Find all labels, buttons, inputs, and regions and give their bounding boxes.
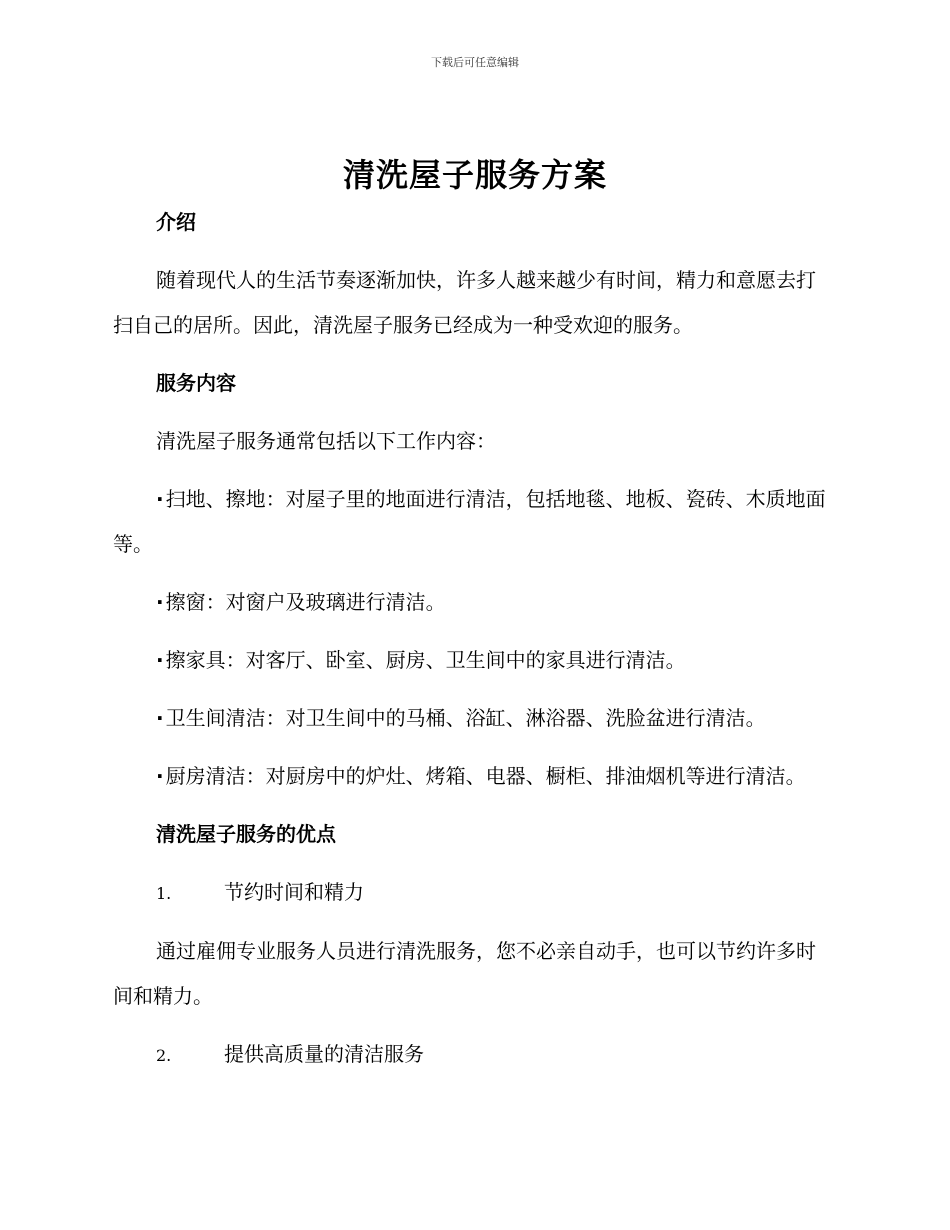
- numbered-item-title: 提供高质量的清洁服务: [224, 1042, 424, 1066]
- bullet-icon: ·: [156, 648, 164, 672]
- item-number: 1.: [156, 884, 172, 903]
- section-heading-intro: 介绍: [156, 210, 196, 234]
- list-item: [113, 638, 833, 683]
- bullet-icon: ·: [156, 764, 164, 788]
- intro-paragraph: 随着现代人的生活节奏逐渐加快，许多人越来越少有时间，精力和意愿去打扫自己的居所。因此，清洗屋子服务已经成为一种受欢迎的服务。: [113, 268, 816, 337]
- content-lead-paragraph: 清洗屋子服务通常包括以下工作内容：: [156, 429, 496, 453]
- list-item: [113, 696, 833, 741]
- list-item-text: 擦窗：对窗户及玻璃进行清洁。: [165, 590, 446, 614]
- list-item-text: 厨房清洁：对厨房中的炉灶、烤箱、电器、橱柜、排油烟机等进行清洁。: [165, 764, 806, 788]
- section-heading-advantages: 清洗屋子服务的优点: [156, 822, 336, 846]
- header-note: 下载后可任意编辑: [431, 56, 519, 69]
- item-number: 2.: [156, 1046, 172, 1065]
- list-item: [113, 580, 833, 625]
- document-body: [113, 200, 833, 1078]
- section-heading-content: 服务内容: [156, 371, 236, 395]
- list-item: [113, 754, 833, 799]
- list-item-text: 扫地、擦地：对屋子里的地面进行清洁，包括地毯、地板、瓷砖、木质地面等。: [113, 487, 826, 556]
- document-title: 清洗屋子服务方案: [342, 156, 607, 194]
- bullet-icon: ·: [156, 706, 164, 730]
- advantage-paragraph: 通过雇佣专业服务人员进行清洗服务，您不必亲自动手，也可以节约许多时间和精力。: [113, 939, 816, 1008]
- bullet-icon: ·: [156, 487, 164, 511]
- numbered-item: [113, 1032, 833, 1078]
- numbered-item-title: 节约时间和精力: [224, 880, 364, 904]
- list-item-text: 卫生间清洁：对卫生间中的马桶、浴缸、淋浴器、洗脸盆进行清洁。: [165, 706, 766, 730]
- list-item-text: 擦家具：对客厅、卧室、厨房、卫生间中的家具进行清洁。: [165, 648, 686, 672]
- bullet-icon: ·: [156, 590, 164, 614]
- numbered-item: [113, 870, 833, 916]
- list-item: [113, 477, 833, 567]
